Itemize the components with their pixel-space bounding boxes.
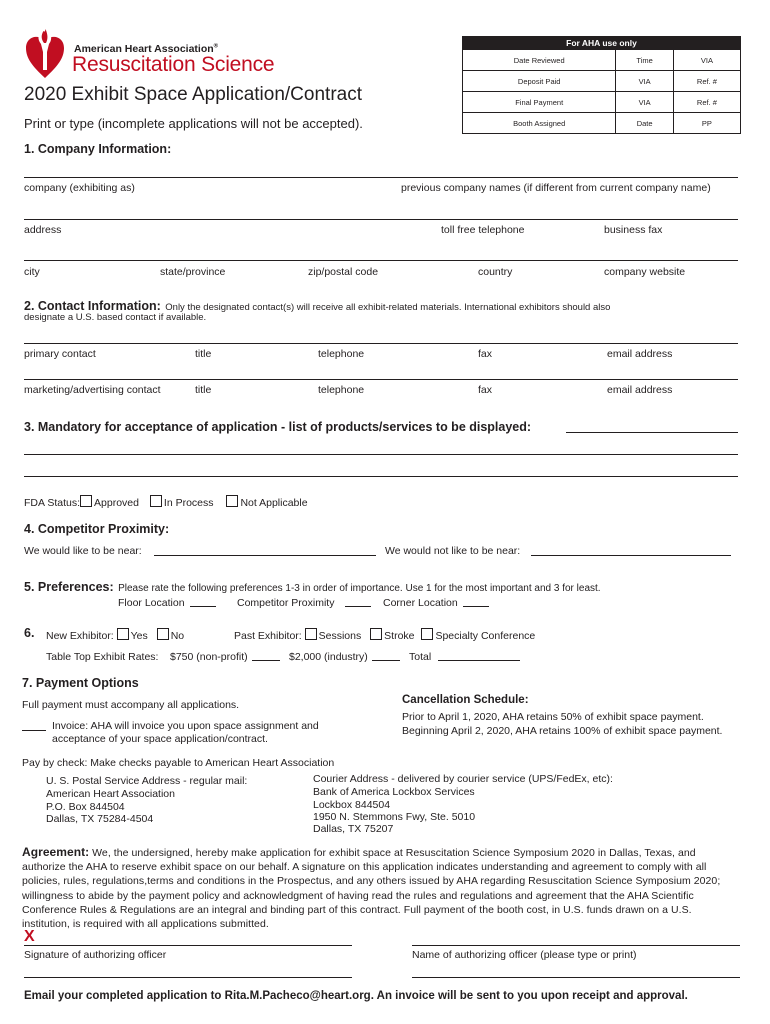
products-field-line-1[interactable] <box>566 432 738 433</box>
yes-checkbox[interactable] <box>117 628 129 640</box>
toll-free-label: toll free telephone <box>441 224 525 236</box>
not-near-label: We would not like to be near: <box>385 545 521 557</box>
title-label: title <box>195 384 212 396</box>
page-title: 2020 Exhibit Space Application/Contract <box>24 84 362 105</box>
courier-line: Lockbox 844504 <box>313 799 391 811</box>
agreement-line-1 <box>22 845 748 860</box>
table-cell[interactable]: Deposit Paid <box>463 71 616 92</box>
table-row <box>463 71 741 92</box>
table-cell[interactable]: PP <box>673 113 740 134</box>
name-field-line[interactable] <box>412 945 740 946</box>
section-5-heading <box>24 578 601 596</box>
fda-status-label: FDA Status: <box>24 497 81 509</box>
new-exhibitor-label: New Exhibitor: <box>46 630 114 642</box>
rate-nonprofit-field[interactable] <box>252 660 280 661</box>
floor-location-rank[interactable] <box>190 606 216 607</box>
approved-label: Approved <box>94 497 139 509</box>
brand-name: Resuscitation Science <box>72 53 275 76</box>
section-7-title: 7. Payment Options <box>22 676 139 690</box>
section-5-title: 5. Preferences: <box>24 580 114 594</box>
section-2-note-2: designate a U.S. based contact if available. <box>24 312 207 323</box>
state-label: state/province <box>160 266 226 278</box>
city-field-line[interactable] <box>24 260 738 261</box>
approved-checkbox[interactable] <box>80 495 92 507</box>
section-6-number: 6. <box>24 626 35 640</box>
cancellation-title: Cancellation Schedule: <box>402 694 529 706</box>
new-exhibitor-group <box>46 628 184 642</box>
agreement-line: willingness to abide by the payment policy and acknowledgment of having read the rules and regulations and agreement that the AHA Scientific <box>22 889 694 902</box>
telephone-label: telephone <box>318 348 365 360</box>
table-cell[interactable]: Final Payment <box>463 92 616 113</box>
website-label: company website <box>604 266 686 278</box>
section-2-note: Only the designated contact(s) will receive all exhibit-related materials. International exhibitors should also <box>165 302 611 313</box>
table-cell[interactable]: Booth Assigned <box>463 113 616 134</box>
signature-label: Signature of authorizing officer <box>24 949 167 961</box>
pay-by-check: Pay by check: Make checks payable to American Heart Association <box>22 757 335 769</box>
total-label: Total <box>409 651 432 663</box>
table-cell[interactable]: VIA <box>616 71 673 92</box>
heart-torch-icon <box>24 22 66 80</box>
postal-line: P.O. Box 844504 <box>46 801 125 813</box>
stroke-checkbox[interactable] <box>370 628 382 640</box>
aha-logo <box>24 22 66 85</box>
company-field-line[interactable] <box>24 177 738 178</box>
not-applicable-checkbox[interactable] <box>226 495 238 507</box>
address-label: address <box>24 224 62 236</box>
postal-line: Dallas, TX 75284-4504 <box>46 813 154 825</box>
table-cell[interactable]: Date Reviewed <box>463 50 616 71</box>
marketing-contact-field-line[interactable] <box>24 379 738 380</box>
agreement-label: Agreement: <box>22 845 90 859</box>
rate-industry-label: $2,000 (industry) <box>289 651 368 663</box>
corner-location-label: Corner Location <box>383 597 458 609</box>
table-cell[interactable]: Time <box>616 50 673 71</box>
cancellation-line-1: Prior to April 1, 2020, AHA retains 50% of exhibit space payment. <box>402 711 704 723</box>
no-checkbox[interactable] <box>157 628 169 640</box>
floor-location-label: Floor Location <box>118 597 185 609</box>
table-cell[interactable]: VIA <box>673 50 740 71</box>
company-label: company (exhibiting as) <box>24 182 135 194</box>
section-4-title: 4. Competitor Proximity: <box>24 522 170 536</box>
fax-label: fax <box>478 348 493 360</box>
registered-mark: ® <box>213 43 219 50</box>
in-process-checkbox[interactable] <box>150 495 162 507</box>
agreement-paragraph <box>22 845 748 931</box>
specialty-checkbox[interactable] <box>421 628 433 640</box>
table-cell[interactable]: Ref. # <box>673 71 740 92</box>
signature-line-2[interactable] <box>24 977 352 978</box>
rate-nonprofit-label: $750 (non-profit) <box>170 651 248 663</box>
agreement-line: policies, rules, regulations,terms and conditions in the Prospectus, and any others issued by AHA regarding Resuscitation Science Symposium 2020; <box>22 875 721 888</box>
near-field-line[interactable] <box>154 555 376 556</box>
not-near-field-line[interactable] <box>531 555 731 556</box>
table-row <box>463 92 741 113</box>
previous-names-label: previous company names (if different from current company name) <box>401 182 711 194</box>
full-payment-note: Full payment must accompany all applications. <box>22 699 240 711</box>
courier-line: Courier Address - delivered by courier service (UPS/FedEx, etc): <box>313 773 613 785</box>
courier-line: Bank of America Lockbox Services <box>313 786 475 798</box>
address-field-line[interactable] <box>24 219 738 220</box>
aha-use-table <box>462 36 741 134</box>
sessions-checkbox[interactable] <box>305 628 317 640</box>
instructions: Print or type (incomplete applications will not be accepted). <box>24 116 363 131</box>
cancellation-line-2: Beginning April 2, 2020, AHA retains 100% of exhibit space payment. <box>402 725 723 737</box>
agreement-line: institution, is required with all applications submitted. <box>22 918 269 931</box>
yes-label: Yes <box>130 630 148 642</box>
competitor-proximity-rank[interactable] <box>345 606 371 607</box>
invoice-text-1: Invoice: AHA will invoice you upon space assignment and <box>52 720 319 732</box>
total-field[interactable] <box>438 660 520 661</box>
invoice-option-line[interactable] <box>22 730 46 731</box>
country-label: country <box>478 266 513 278</box>
courier-line: 1950 N. Stemmons Fwy, Ste. 5010 <box>313 811 476 823</box>
zip-label: zip/postal code <box>308 266 379 278</box>
aha-use-heading: For AHA use only <box>463 37 741 50</box>
agreement-line: Conference Rules & Regulations are an integral and binding part of this contract. Full payment of the booth cost, in U.S. funds drawn on a U.S. <box>22 903 692 916</box>
courier-line: Dallas, TX 75207 <box>313 823 394 835</box>
products-field-line-3[interactable] <box>24 476 738 477</box>
email-label: email address <box>607 384 673 396</box>
postal-line: American Heart Association <box>46 788 175 800</box>
email-label: email address <box>607 348 673 360</box>
org-name-text: American Heart Association <box>74 43 214 55</box>
past-exhibitor-group <box>234 628 535 642</box>
specialty-label: Specialty Conference <box>435 630 536 642</box>
sessions-label: Sessions <box>318 630 362 642</box>
table-row <box>463 113 741 134</box>
competitor-proximity-label: Competitor Proximity <box>237 597 335 609</box>
rate-industry-field[interactable] <box>372 660 400 661</box>
invoice-text-2: acceptance of your space application/contract. <box>52 733 268 745</box>
table-cell[interactable]: Ref. # <box>673 92 740 113</box>
table-cell[interactable]: Date <box>616 113 673 134</box>
fax-label: fax <box>478 384 493 396</box>
primary-contact-label: primary contact <box>24 348 96 360</box>
name-label: Name of authorizing officer (please type or print) <box>412 949 637 961</box>
in-process-label: In Process <box>163 497 214 509</box>
postal-line: U. S. Postal Service Address - regular mail: <box>46 775 248 787</box>
title-label: title <box>195 348 212 360</box>
corner-location-rank[interactable] <box>463 606 489 607</box>
telephone-label: telephone <box>318 384 365 396</box>
marketing-contact-label: marketing/advertising contact <box>24 384 161 396</box>
no-label: No <box>170 630 185 642</box>
past-exhibitor-label: Past Exhibitor: <box>234 630 302 642</box>
name-line-2[interactable] <box>412 977 740 978</box>
section-2-title: 2. Contact Information: <box>24 299 161 313</box>
stroke-label: Stroke <box>384 630 415 642</box>
section-3-title: 3. Mandatory for acceptance of application - list of products/services to be displayed: <box>24 420 532 434</box>
primary-contact-field-line[interactable] <box>24 343 738 344</box>
table-cell[interactable]: VIA <box>616 92 673 113</box>
section-5-note: Please rate the following preferences 1-3 in order of importance. Use 1 for the most important and 3 for least. <box>118 583 601 594</box>
signature-x-mark: X <box>24 928 35 945</box>
agreement-line: authorize the AHA to reserve exhibit space on our behalf. A signature on this application indicates understanding and agreement to comply with all <box>22 861 707 874</box>
table-row <box>463 50 741 71</box>
fda-status <box>24 495 308 509</box>
not-applicable-label: Not Applicable <box>240 497 308 509</box>
signature-field-line[interactable] <box>24 945 352 946</box>
email-instructions: Email your completed application to Rita.M.Pacheco@heart.org. An invoice will be sent to you upon receipt and approval. <box>24 990 688 1002</box>
products-field-line-2[interactable] <box>24 454 738 455</box>
near-label: We would like to be near: <box>24 545 142 557</box>
city-label: city <box>24 266 40 278</box>
agreement-text: We, the undersigned, hereby make application for exhibit space at Resuscitation Science Symposium 2020 in Dallas, Texas, and <box>92 847 696 859</box>
business-fax-label: business fax <box>604 224 663 236</box>
table-top-label: Table Top Exhibit Rates: <box>46 651 159 663</box>
section-1-title: 1. Company Information: <box>24 142 172 156</box>
